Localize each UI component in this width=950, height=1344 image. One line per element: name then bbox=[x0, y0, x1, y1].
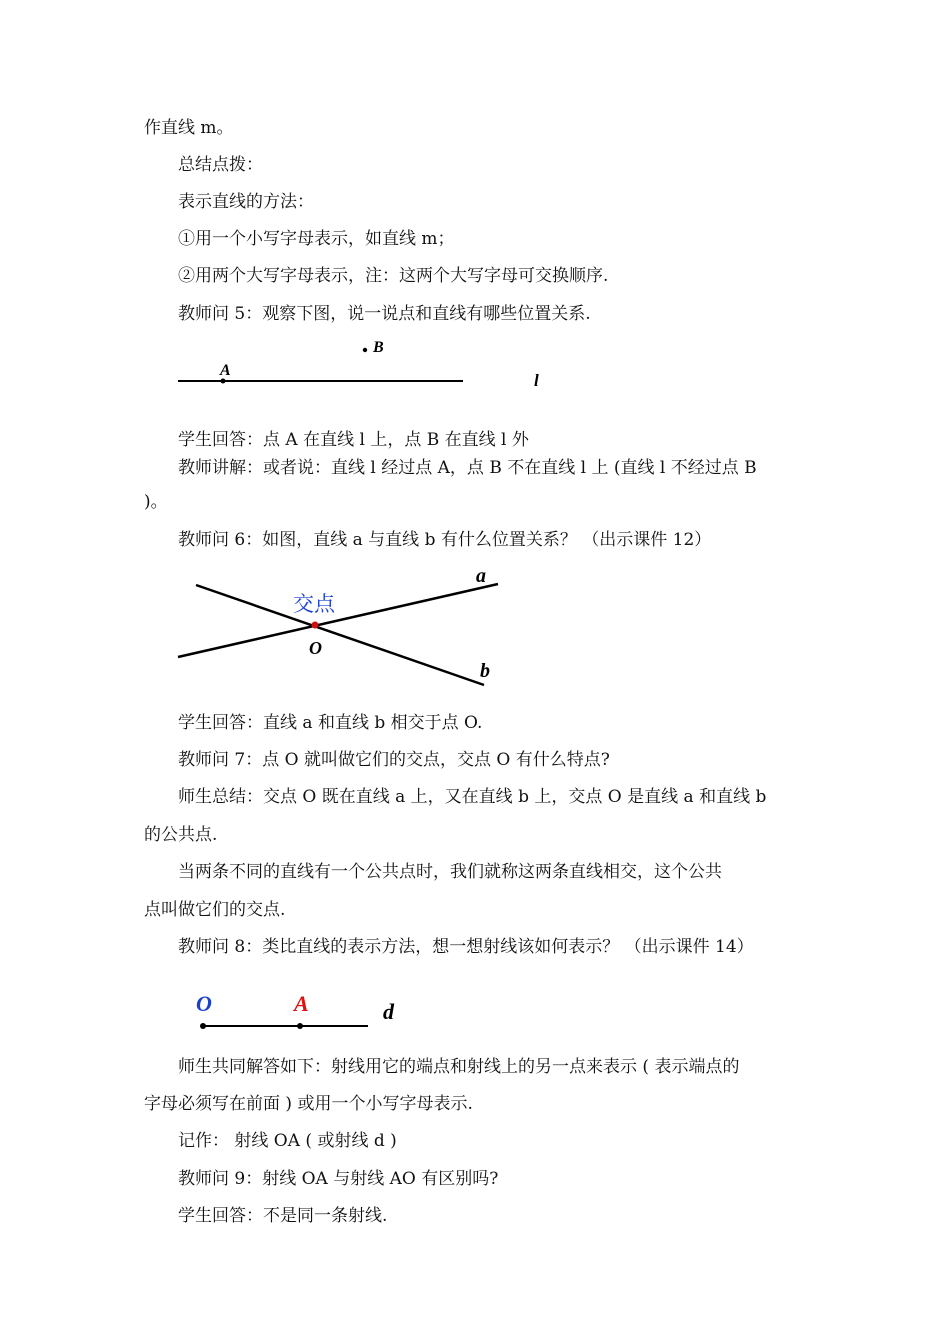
intersection-point-o bbox=[312, 622, 319, 629]
endpoint-o-dot bbox=[200, 1023, 206, 1029]
endpoint-o-label: O bbox=[196, 991, 212, 1016]
paragraph: 作直线 m。 bbox=[144, 118, 234, 138]
paragraph: 表示直线的方法： bbox=[178, 192, 314, 212]
paragraph: 的公共点. bbox=[144, 825, 218, 845]
point-a-label: A bbox=[294, 991, 309, 1016]
point-o-label: O bbox=[309, 638, 322, 658]
intersecting-lines-figure bbox=[170, 560, 510, 692]
intersection-label: 交点 bbox=[293, 592, 335, 616]
paragraph: 教师讲解：或者说：直线 l 经过点 A，点 B 不在直线 l 上 (直线 l 不经过点 B bbox=[178, 458, 757, 478]
line-a-label: a bbox=[476, 565, 486, 587]
paragraph: 点叫做它们的交点. bbox=[144, 900, 286, 920]
paragraph: 教师问 6：如图，直线 a 与直线 b 有什么位置关系？ （出示课件 12） bbox=[178, 530, 712, 550]
point-b-label: B bbox=[373, 339, 384, 356]
line-l-label: l bbox=[534, 371, 539, 390]
point-a-label: A bbox=[220, 362, 231, 379]
paragraph: 学生回答：点 A 在直线 l 上，点 B 在直线 l 外 bbox=[178, 430, 529, 450]
line-b bbox=[196, 585, 484, 685]
paragraph: 师生总结：交点 O 既在直线 a 上，又在直线 b 上，交点 O 是直线 a 和直线 b bbox=[178, 787, 767, 807]
point-a-dot bbox=[221, 379, 226, 384]
paragraph: 学生回答：直线 a 和直线 b 相交于点 O. bbox=[178, 713, 483, 733]
line-b-label: b bbox=[480, 660, 490, 682]
paragraph: 教师问 8：类比直线的表示方法，想一想射线该如何表示？ （出示课件 14） bbox=[178, 937, 754, 957]
point-b-dot bbox=[363, 348, 367, 352]
paragraph: 记作： 射线 OA ( 或射线 d ) bbox=[178, 1131, 397, 1151]
paragraph: 当两条不同的直线有一个公共点时，我们就称这两条直线相交，这个公共 bbox=[178, 862, 722, 882]
ray-d-label: d bbox=[383, 999, 394, 1024]
paragraph: 学生回答：不是同一条射线. bbox=[178, 1206, 388, 1226]
paragraph: 教师问 7：点 O 就叫做它们的交点，交点 O 有什么特点? bbox=[178, 750, 610, 770]
paragraph: 教师问 9：射线 OA 与射线 AO 有区别吗? bbox=[178, 1169, 499, 1189]
paragraph: )。 bbox=[144, 492, 168, 512]
paragraph: ②用两个大写字母表示，注：这两个大写字母可交换顺序. bbox=[178, 266, 609, 286]
point-a-dot bbox=[297, 1023, 303, 1029]
paragraph: 总结点拨： bbox=[178, 155, 263, 175]
paragraph: ①用一个小写字母表示，如直线 m； bbox=[178, 229, 455, 249]
paragraph: 教师问 5：观察下图，说一说点和直线有哪些位置关系. bbox=[178, 304, 591, 324]
paragraph: 字母必须写在前面 ) 或用一个小写字母表示. bbox=[144, 1094, 473, 1114]
point-line-figure bbox=[170, 334, 570, 394]
ray-figure bbox=[190, 984, 430, 1036]
paragraph: 师生共同解答如下：射线用它的端点和射线上的另一点来表示 ( 表示端点的 bbox=[178, 1057, 740, 1077]
